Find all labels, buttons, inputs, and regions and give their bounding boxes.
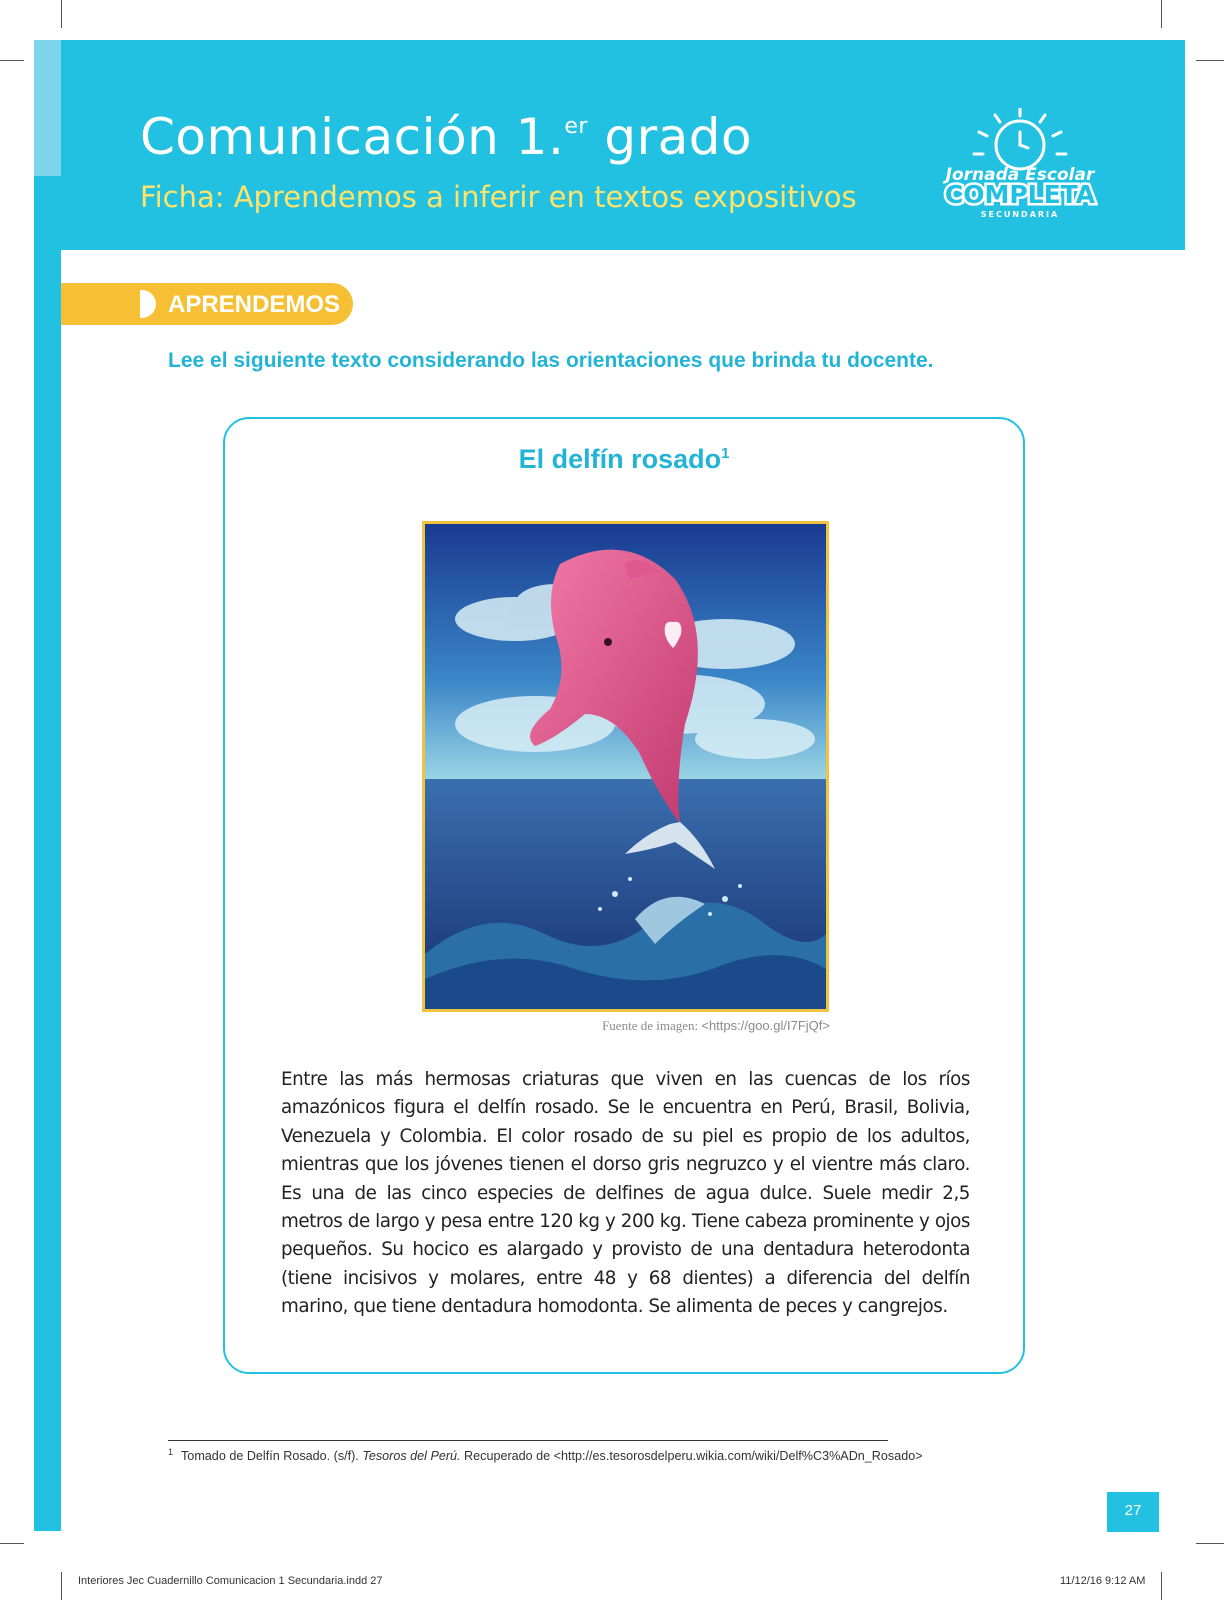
crop-mark [0, 1543, 24, 1544]
left-side-bar-accent [34, 40, 61, 176]
page-number-box [1107, 1492, 1159, 1532]
title-text: Comunicación 1. [140, 108, 565, 166]
crop-mark [1196, 60, 1224, 61]
footnote-text-after: Recuperado de <http://es.tesorosdelperu.wikia.com/wiki/Delf%C3%ADn_Rosado> [460, 1449, 923, 1464]
image-caption-label: Fuente de imagen: [602, 1018, 702, 1033]
crop-mark [0, 60, 24, 61]
title-grade: grado [587, 108, 753, 166]
page-title [140, 108, 752, 166]
left-side-bar [34, 40, 61, 1531]
logo-line3: SECUNDARIA [980, 210, 1060, 219]
section-tag-label: APRENDEMOS [168, 291, 341, 318]
article-title-text: El delfín rosado [518, 444, 722, 474]
image-caption [420, 1018, 830, 1034]
crop-mark [61, 0, 62, 28]
logo-line1: Jornada Escolar [945, 165, 1095, 185]
footnote-divider [168, 1440, 888, 1441]
footnote-text-before: Tomado de Delfín Rosado. (s/f). [181, 1449, 363, 1464]
title-superscript: er [564, 114, 588, 139]
page-subtitle: Ficha: Aprendemos a inferir en textos expositivos [140, 180, 857, 214]
reading-instruction: Lee el siguiente texto considerando las orientaciones que brinda tu docente. [168, 349, 934, 372]
article-body: Entre las más hermosas criaturas que viven en las cuencas de los ríos amazónicos figura el delfín rosado. Se le encuentra en Perú, Brasil, Bolivia, Venezuela y Colombia. El color rosado de su piel es propio de los adultos, mientras que los jóvenes tienen el dorso gris negruzco y el vientre más claro. Es una de las cinco especies de delfines de agua dulce. Suele medir 2,5 metros de largo y pesa entre 120 kg y 200 kg. Tiene cabeza prominente y ojos pequeños. Su hocico es alargado y provisto de una dentadura heterodonta (tiene incisivos y molares, entre 48 y 68 dientes) a diferencia del delfín marino, que tiene dentadura homodonta. Se alimenta de peces y cangrejos. [281, 1069, 970, 1318]
print-slug-date: 11/12/16 9:12 AM [1060, 1575, 1146, 1587]
article-title [223, 444, 1025, 475]
image-caption-url: <https://goo.gl/I7FjQf> [701, 1018, 830, 1033]
pink-dolphin-illustration [422, 521, 829, 1012]
jornada-escolar-logo [942, 108, 1098, 228]
crop-mark [61, 1572, 62, 1600]
page-number: 27 [1124, 1502, 1142, 1519]
footnote-source-title: Tesoros del Perú. [362, 1449, 461, 1464]
crop-mark [1161, 0, 1162, 28]
footnote-number: 1 [168, 1447, 174, 1457]
article-title-footnote-ref: 1 [721, 445, 730, 462]
print-slug-file: Interiores Jec Cuadernillo Comunicacion 1 Secundaria.indd 27 [78, 1575, 383, 1587]
pink-dolphin-image [425, 524, 826, 1009]
logo-line2: COMPLETA [944, 180, 1096, 209]
footnote [168, 1447, 923, 1463]
clock-sun-logo-icon [942, 108, 1098, 228]
crop-mark [1161, 1572, 1162, 1600]
crop-mark [1196, 1543, 1224, 1544]
